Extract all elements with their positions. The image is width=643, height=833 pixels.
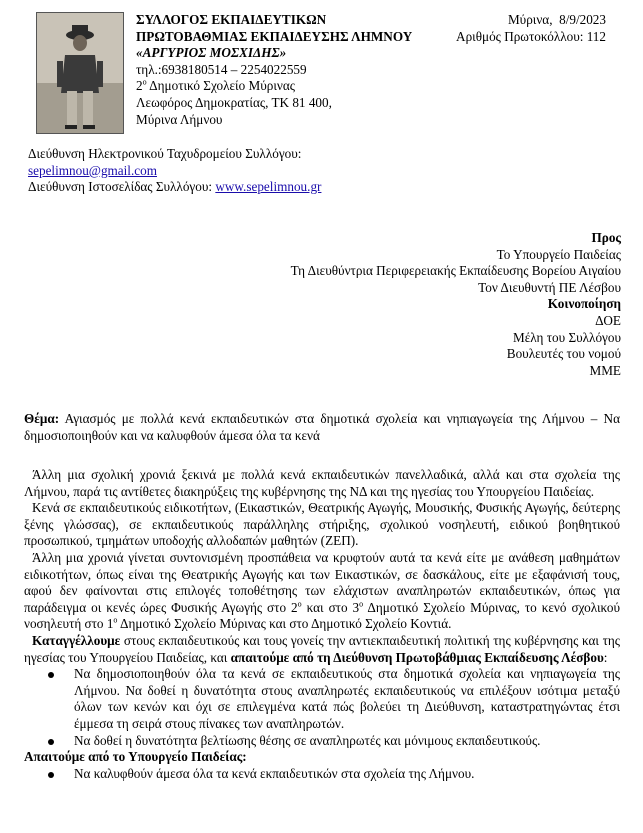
p3-part-d: Δημοτικό Σχολείο Μύρινας και στο Δημοτικό Σχολείο Κοντιά. — [117, 616, 452, 632]
bullet-icon — [48, 739, 54, 745]
letter-body — [24, 467, 620, 782]
website-link[interactable]: www.sepelimnou.gr — [215, 179, 322, 195]
org-line-2: ΠΡΩΤΟΒΑΘΜΙΑΣ ΕΚΠΑΙΔΕΥΣΗΣ ΛΗΜΝΟΥ — [136, 28, 413, 44]
p3-part-a: Άλλη μια χρονιά γίνεται συντονισμένη προσπάθεια να κρυφτούν αυτά τα κενά είτε με ανάθεση μαθημάτων ειδικοτήτων, όπως είναι της Θεατρικής Αγωγής και των Εικαστικών, σε δασκάλους, είτε με εξαφάνισή τους, αφού δεν φαίνονται στις επιλογές τοποθέτησης των ελάχιστων αναπληρωτών εκπαιδευτικών, όπως για παράδειγμα οι κενές ώρες Φυσικής Αγωγής στο 2 — [24, 549, 620, 615]
cc-heading: Κοινοποίηση — [547, 296, 621, 312]
p3-sup-3: ο — [113, 615, 118, 625]
email-label: Διεύθυνση Ηλεκτρονικού Ταχυδρομείου Συλλόγου: — [28, 146, 302, 161]
paragraph-1: Άλλη μια σχολική χρονιά ξεκινά με πολλά κενά εκπαιδευτικών πανελλαδικά, αλλά και στα σχολεία της Λήμνου, παρά τις αντίθετες διακηρύξεις της κυβέρνησης της ΝΔ και της ηγεσίας του Υπουργείου Παιδείας. — [24, 467, 620, 499]
place-date: Μύρινα, 8/9/2023 — [507, 12, 606, 27]
org-city: Μύρινα Λήμνου — [136, 111, 223, 127]
contact-block — [28, 146, 428, 196]
org-phone: τηλ.:6938180514 – 2254022559 — [136, 61, 307, 77]
organization-header — [136, 12, 456, 128]
list-item-text: Να δοθεί η δυνατότητα βελτίωσης θέσης σε αναπληρωτές και μόνιμους εκπαιδευτικούς. — [74, 732, 541, 748]
demands-list-1 — [24, 666, 620, 749]
cc-recipient: Μέλη του Συλλόγου — [513, 329, 621, 345]
org-school — [136, 78, 456, 95]
p4-end: : — [603, 649, 608, 665]
email-link[interactable]: sepelimnou@gmail.com — [28, 162, 157, 178]
p4-bold-start: Καταγγέλλουμε — [32, 632, 121, 648]
list-item — [74, 733, 620, 750]
subject-label: Θέμα: — [24, 411, 60, 426]
p3-part-b: και στο 3 — [301, 599, 360, 615]
list-item-text: Να καλυφθούν άμεσα όλα τα κενά εκπαιδευτικών στα σχολεία της Λήμνου. — [74, 765, 475, 781]
recipient: Τον Διευθυντή ΠΕ Λέσβου — [478, 279, 621, 295]
cc-recipient: ΔΟΕ — [595, 312, 621, 328]
school-number: 2 — [136, 78, 143, 94]
date-block — [446, 12, 606, 45]
org-line-1: ΣΥΛΛΟΓΟΣ ΕΚΠΑΙΔΕΥΤΙΚΩΝ — [136, 12, 327, 27]
p3-part-c: Δημοτικό Σχολείο Μύρινας, το κενό σχολικού νοσηλευτή στο 1 — [24, 599, 620, 632]
paragraph-3 — [24, 550, 620, 633]
to-heading: Προς — [591, 230, 621, 245]
paragraph-2: Κενά σε εκπαιδευτικούς ειδικοτήτων, (Εικαστικών, Θεατρικής Αγωγής, Μουσικής, Φυσικής Αγωγής, δεύτερης ξένης γλώσσας), σε εκπαιδευτικούς παράλληλης στήριξης, σχολικού νοσηλευτή, ειδικού βοηθητικού προσωπικού, τμημάτων υποδοχής αλλοδαπών μαθητών (ΖΕΠ). — [24, 500, 620, 549]
org-name: «ΑΡΓΥΡΙΟΣ ΜΟΣΧΙΔΗΣ» — [136, 45, 287, 61]
recipient: Τη Διευθύντρια Περιφερειακής Εκπαίδευσης Βορείου Αιγαίου — [290, 263, 621, 279]
protocol-number: Αριθμός Πρωτοκόλλου: 112 — [456, 28, 606, 44]
p4-bold-demand: απαιτούμε από τη Διεύθυνση Πρωτοβάθμιας Εκπαίδευσης Λέσβου — [230, 649, 604, 665]
cc-recipient: Βουλευτές του νομού — [506, 346, 621, 362]
portrait-photo — [36, 12, 124, 134]
bullet-icon — [48, 772, 54, 778]
org-address: Λεωφόρος Δημοκρατίας, ΤΚ 81 400, — [136, 94, 332, 110]
subject-text: Αγιασμός με πολλά κενά εκπαιδευτικών στα δημοτικά σχολεία και νηπιαγωγεία της Λήμνου – Να δημοσιοποιηθούν και να καλυφθούν άμεσα όλα τα κενά — [24, 411, 620, 443]
demands-list-2 — [24, 766, 620, 783]
recipient: Το Υπουργείο Παιδείας — [496, 246, 621, 262]
p5-bold: Απαιτούμε από το Υπουργείο Παιδείας: — [24, 749, 247, 765]
p3-sup-1: ο — [297, 599, 302, 609]
recipients-block — [201, 230, 621, 379]
paragraph-4 — [24, 633, 620, 666]
list-item-text: Να δημοσιοποιηθούν όλα τα κενά σε εκπαιδευτικούς στα δημοτικά σχολεία και νηπιαγωγεία της Λήμνου. Να δοθεί η δυνατότητα στους αναπληρωτές εκπαιδευτικούς να επιλέξουν ισότιμα μεταξύ όλων των κενών και όχι σε επιλεγμένα κατά πώς βολεύει τη Διεύθυνση, καταστρατηγώντας έτσι έμμεσα τη σειρά στους πίνακες των αναπληρωτών. — [74, 666, 620, 731]
school-name: Δημοτικό Σχολείο Μύρινας — [146, 78, 295, 94]
p3-sup-2: ο — [359, 599, 364, 609]
list-item — [74, 666, 620, 732]
school-superscript: ο — [142, 77, 147, 87]
p4-text: στους εκπαιδευτικούς και τους γονείς την αντιεκπαιδευτική πολιτική της κυβέρνησης και της ηγεσίας του Υπουργείου Παιδείας, και — [24, 632, 620, 665]
subject-line — [24, 411, 620, 444]
website-line — [28, 179, 428, 196]
website-label: Διεύθυνση Ιστοσελίδας Συλλόγου: — [28, 179, 216, 195]
bullet-icon — [48, 672, 54, 678]
cc-recipient: ΜΜΕ — [589, 362, 621, 378]
list-item — [74, 766, 620, 783]
paragraph-5 — [24, 749, 620, 766]
